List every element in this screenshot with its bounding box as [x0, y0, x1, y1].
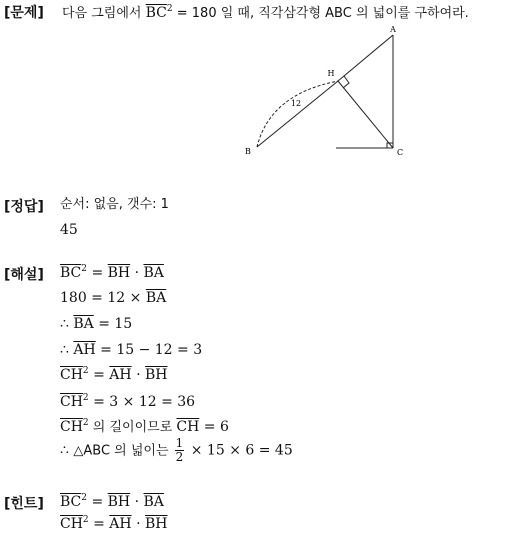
solution-line-2: $180 = 12 \times \overline{BA}$: [60, 290, 167, 306]
problem-label: [문제]: [4, 5, 44, 21]
problem-text: 다음 그림에서 $\overline{BC}^2 = 180$ 일 때, 직각삼각형 ABC 의 넓이를 구하여라.: [62, 4, 469, 21]
label-c: C: [396, 148, 404, 157]
segment-ch: [338, 81, 393, 148]
solution-label: [해설]: [4, 267, 44, 283]
solution-line-3: ∴ $\overline{BA} = 15$: [60, 316, 133, 332]
hint-line-1: $\overline{BC}^2 = \overline{BH} \cdot \overline{BA}$: [60, 493, 164, 510]
label-a: A: [390, 25, 396, 34]
solution-line-6: $\overline{CH}^2 = 3 \times 12 = 36$: [60, 393, 196, 410]
segment-hb: [257, 81, 338, 147]
answer-value: 45: [60, 222, 78, 238]
triangle-figure: [240, 22, 420, 162]
solution-line-7: $\overline{CH}^2$ 의 길이이므로 $\overline{CH} = 6$: [60, 418, 229, 435]
solution-line-1: $\overline{BC}^2 = \overline{BH} \cdot \overline{BA}$: [60, 264, 164, 281]
fraction-half: $\frac{1}{2}$: [175, 436, 184, 464]
right-angle-mark: [343, 76, 349, 88]
label-12: 12: [290, 99, 302, 108]
hint-label: [힌트]: [4, 496, 44, 512]
answer-meta: 순서: 없음, 갯수: 1: [60, 197, 169, 212]
answer-label: [정답]: [4, 199, 44, 215]
segment-ah: [338, 35, 393, 81]
label-h: H: [327, 69, 335, 78]
solution-line-4: ∴ $\overline{AH} = 15 - 12 = 3$: [60, 342, 203, 358]
label-b: B: [245, 147, 251, 156]
solution-line-8: ∴ △ABC 의 넓이는 $\frac{1}{2}$ × 15 × 6 = 45: [60, 436, 293, 464]
hint-line-2: $\overline{CH}^2 = \overline{AH} \cdot \overline{BH}$: [60, 515, 168, 532]
solution-line-5: $\overline{CH}^2 = \overline{AH} \cdot \overline{BH}$: [60, 366, 168, 383]
